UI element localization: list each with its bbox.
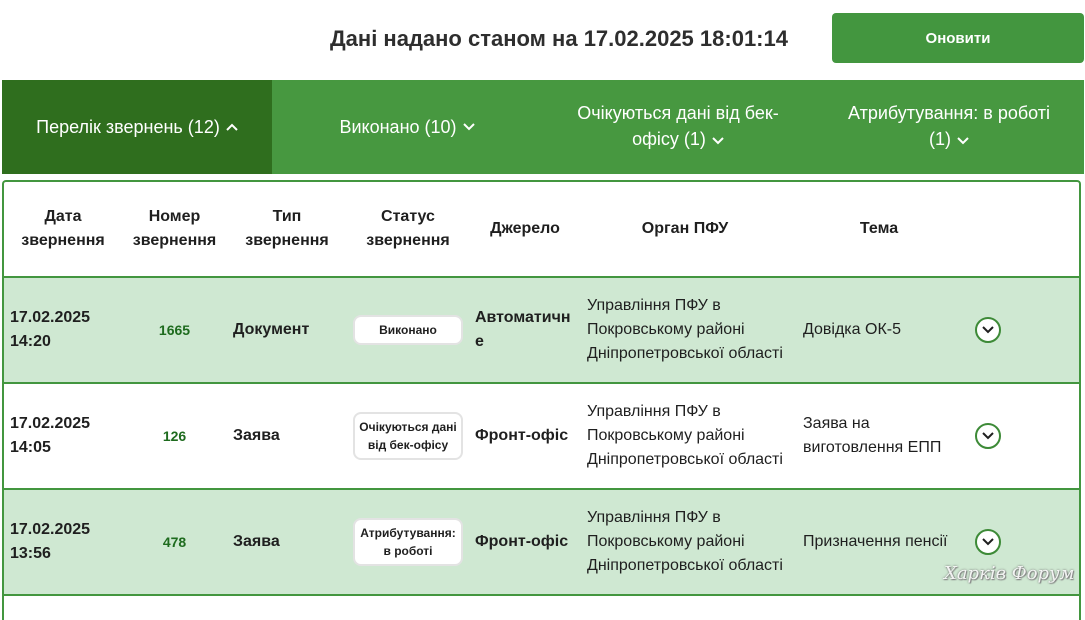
chevron-down-icon	[712, 128, 724, 154]
status-cell	[347, 277, 469, 383]
request-type: Заява	[227, 383, 347, 489]
table-row	[4, 383, 1081, 489]
tab-attribution-in-progress[interactable]	[814, 80, 1084, 174]
col-date: Дата звернення	[4, 182, 122, 277]
actions-cell	[969, 383, 1081, 489]
col-actions	[969, 182, 1081, 277]
forum-watermark: Харків Форум	[944, 563, 1075, 584]
col-topic: Тема	[789, 182, 969, 277]
status-badge: Очікуються дані від бек-офісу	[353, 412, 463, 460]
tab-all-requests[interactable]	[2, 80, 272, 174]
table-row	[4, 277, 1081, 383]
pfu-organ: Управління ПФУ в Покровському районі Дніпропетровської області	[581, 277, 789, 383]
status-tabs	[2, 80, 1084, 174]
date-cell: 17.02.2025 13:56	[4, 489, 122, 595]
col-organ: Орган ПФУ	[581, 182, 789, 277]
data-timestamp: Дані надано станом на 17.02.2025 18:01:14	[330, 26, 788, 51]
request-source: Фронт-офіс	[469, 383, 581, 489]
request-number: 1665	[122, 277, 227, 383]
pfu-organ: Управління ПФУ в Покровському районі Дніпропетровської області	[581, 489, 789, 595]
request-type: Заява	[227, 489, 347, 595]
tab-label: Перелік звернень (12)	[36, 117, 220, 137]
tab-completed[interactable]	[272, 80, 542, 174]
request-topic: Заява на виготовлення ЕПП	[789, 383, 969, 489]
tab-awaiting-backoffice[interactable]	[542, 80, 814, 174]
pfu-organ: Управління ПФУ в Покровському районі Дніпропетровської області	[581, 383, 789, 489]
col-number: Номер звернення	[122, 182, 227, 277]
request-number: 126	[122, 383, 227, 489]
status-badge: Виконано	[353, 315, 463, 345]
tab-label: Очікуються дані від бек-офісу (1)	[577, 103, 779, 150]
request-source: Фронт-офіс	[469, 489, 581, 595]
table-row	[4, 489, 1081, 595]
col-source: Джерело	[469, 182, 581, 277]
status-cell	[347, 383, 469, 489]
col-status: Статус звернення	[347, 182, 469, 277]
chevron-down-icon	[982, 432, 994, 440]
status-badge: Атрибутування: в роботі	[353, 518, 463, 566]
request-topic: Довідка ОК-5	[789, 277, 969, 383]
request-number: 478	[122, 489, 227, 595]
col-type: Тип звернення	[227, 182, 347, 277]
chevron-down-icon	[957, 128, 969, 154]
expand-row-button[interactable]	[975, 529, 1001, 555]
chevron-down-icon	[982, 538, 994, 546]
tab-label: Атрибутування: в роботі (1)	[847, 103, 1051, 150]
status-cell	[347, 489, 469, 595]
request-source: Автоматичне	[469, 277, 581, 383]
actions-cell	[969, 277, 1081, 383]
chevron-down-icon	[982, 326, 994, 334]
expand-row-button[interactable]	[975, 317, 1001, 343]
date-cell: 17.02.2025 14:05	[4, 383, 122, 489]
chevron-up-icon	[226, 114, 238, 140]
refresh-button[interactable]: Оновити	[832, 13, 1084, 63]
requests-table	[2, 180, 1081, 620]
tab-label: Виконано (10)	[339, 117, 457, 137]
expand-row-button[interactable]	[975, 423, 1001, 449]
date-cell: 17.02.2025 14:20	[4, 277, 122, 383]
top-bar	[0, 0, 1085, 78]
chevron-down-icon	[463, 114, 475, 140]
request-type: Документ	[227, 277, 347, 383]
request-topic: Призначення пенсії	[789, 489, 969, 595]
